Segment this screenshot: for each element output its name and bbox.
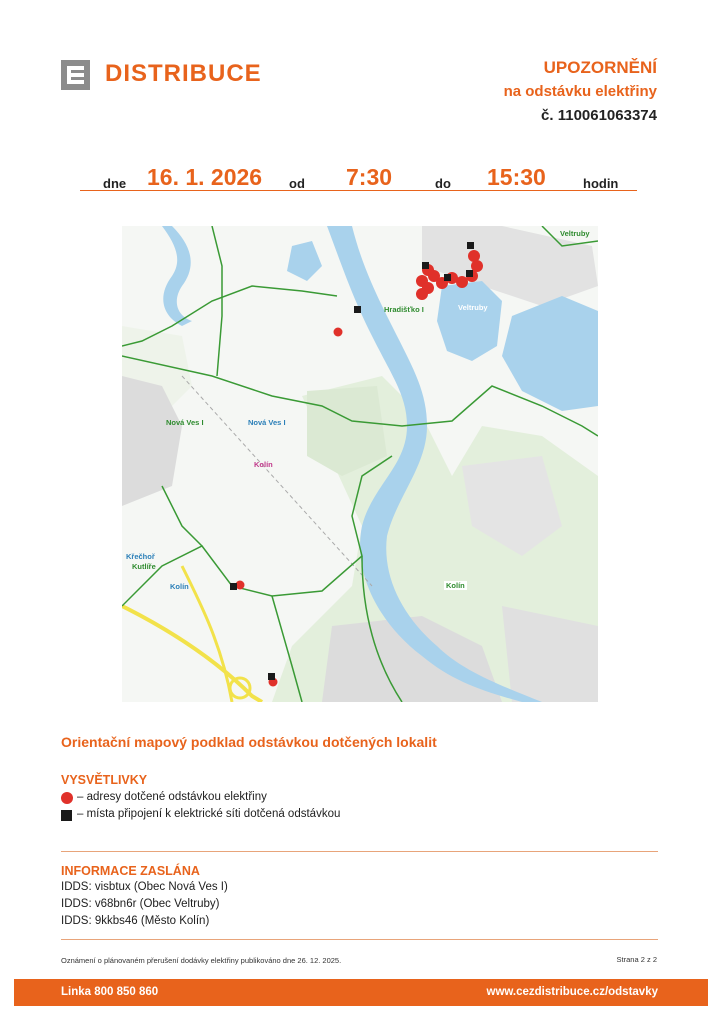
legend-item-connection: – místa připojení k elektrické síti dotčená odstávkou (77, 808, 341, 820)
map-label-kolin-green: Kolín (446, 581, 465, 590)
notice-subtitle: na odstávku elektřiny (503, 83, 657, 100)
publication-note: Oznámení o plánovaném přerušení dodávky elektřiny publikováno dne 26. 12. 2025. (61, 956, 342, 965)
outage-map (122, 226, 598, 702)
red-dot-icon (61, 792, 73, 804)
divider-2 (61, 939, 658, 940)
lake-east (502, 296, 598, 411)
info-line-2: IDDS: v68bn6r (Obec Veltruby) (61, 898, 220, 910)
from-label: od (289, 176, 305, 191)
notice-number: č. 110061063374 (541, 107, 657, 124)
map-label-hradistko: Hradišťko I (384, 305, 424, 314)
notice-title: UPOZORNĚNÍ (543, 58, 657, 77)
info-line-1: IDDS: visbtux (Obec Nová Ves I) (61, 881, 228, 893)
black-square-icon (61, 810, 72, 821)
logo-text: DISTRIBUCE (105, 60, 262, 87)
hours-label: hodin (583, 176, 619, 191)
page-number: Strana 2 z 2 (616, 955, 657, 964)
date-label: dne (103, 176, 127, 191)
legend-title: VYSVĚTLIVKY (61, 773, 148, 787)
map-label-veltruby-top: Veltruby (560, 229, 590, 238)
outage-date: 16. 1. 2026 (147, 164, 263, 190)
outage-to: 15:30 (487, 164, 546, 190)
interchange (230, 678, 250, 698)
highway-2 (182, 566, 232, 702)
divider (61, 851, 658, 852)
cez-logo-icon (61, 60, 90, 90)
river-branch (162, 226, 192, 326)
footer-bar (14, 979, 708, 1006)
map-label-kolin-blue: Kolín (170, 582, 189, 591)
map-label-nova-ves-green: Nová Ves I (166, 418, 204, 427)
legend-item-address: – adresy dotčené odstávkou elektřiny (77, 791, 267, 803)
map-caption: Orientační mapový podklad odstávkou dotčených lokalit (61, 734, 437, 750)
hotline: Linka 800 850 860 (61, 986, 159, 998)
map-label-kutlire: Kutlíře (132, 562, 156, 571)
pond (287, 241, 322, 281)
map-label-kolin-pink: Kolín (254, 460, 273, 469)
website-link[interactable]: www.cezdistribuce.cz/odstavky (486, 986, 658, 998)
to-label: do (435, 176, 451, 191)
map-label-krechor: Křečhoř (126, 552, 155, 561)
boundary-line-5 (162, 486, 202, 546)
info-title: INFORMACE ZASLÁNA (61, 864, 200, 878)
map-label-nova-ves-blue: Nová Ves I (248, 418, 286, 427)
highway (122, 606, 262, 702)
map-label-veltruby-lake: Veltruby (458, 303, 488, 312)
date-underline (80, 190, 637, 191)
veltruby-lake (437, 281, 502, 361)
info-line-3: IDDS: 9kkbs46 (Město Kolín) (61, 915, 210, 927)
outage-from: 7:30 (346, 164, 393, 190)
